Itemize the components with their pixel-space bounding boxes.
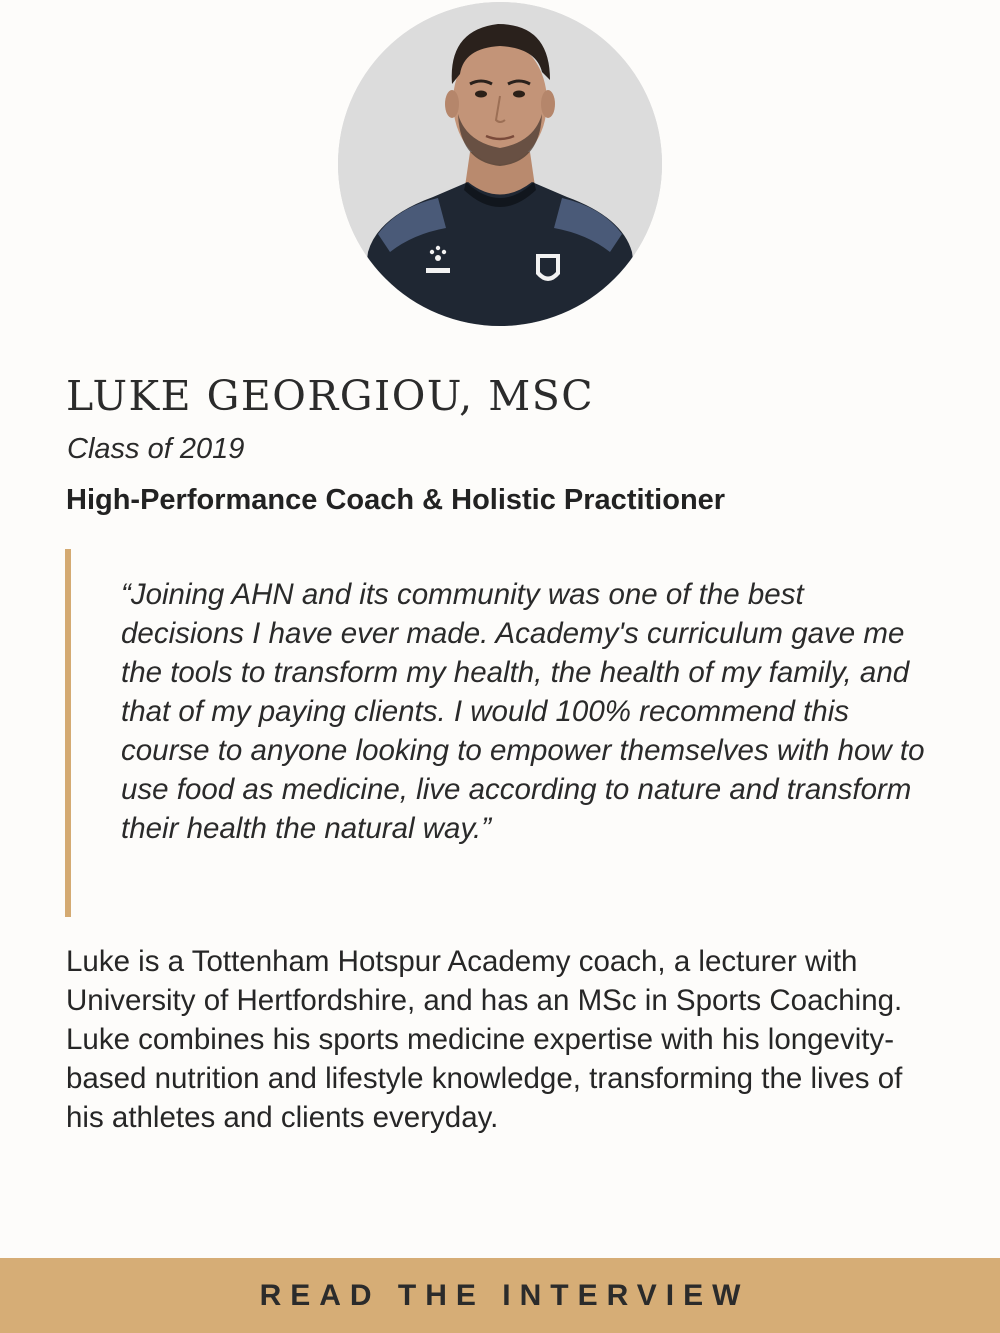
class-year: Class of 2019 [67, 433, 245, 465]
avatar [338, 2, 662, 326]
testimonial-quote: “Joining AHN and its community was one of the best decisions I have ever made. Academy's curriculum gave me the tools to transform my health, the health of my family, and that of my paying clients. I would 100% recommend this course to anyone looking to empower themselves with how to use food as medicine, live according to nature and transform their health the natural way.” [121, 578, 925, 845]
read-interview-button[interactable] [0, 1258, 1000, 1333]
profile-role: High-Performance Coach & Holistic Practitioner [66, 484, 726, 516]
profile-name: LUKE GEORGIOU, MSC [66, 372, 595, 420]
portrait-illustration [338, 2, 662, 326]
profile-bio: Luke is a Tottenham Hotspur Academy coach, a lecturer with University of Hertfordshire, and has an MSc in Sports Coaching. Luke combines his sports medicine expertise with his longevity-based nutrition and lifestyle knowledge, transforming the lives of his athletes and clients everyday. [66, 945, 903, 1134]
quote-accent-bar [65, 549, 71, 917]
read-interview-label: READ THE INTERVIEW [259, 1278, 750, 1312]
